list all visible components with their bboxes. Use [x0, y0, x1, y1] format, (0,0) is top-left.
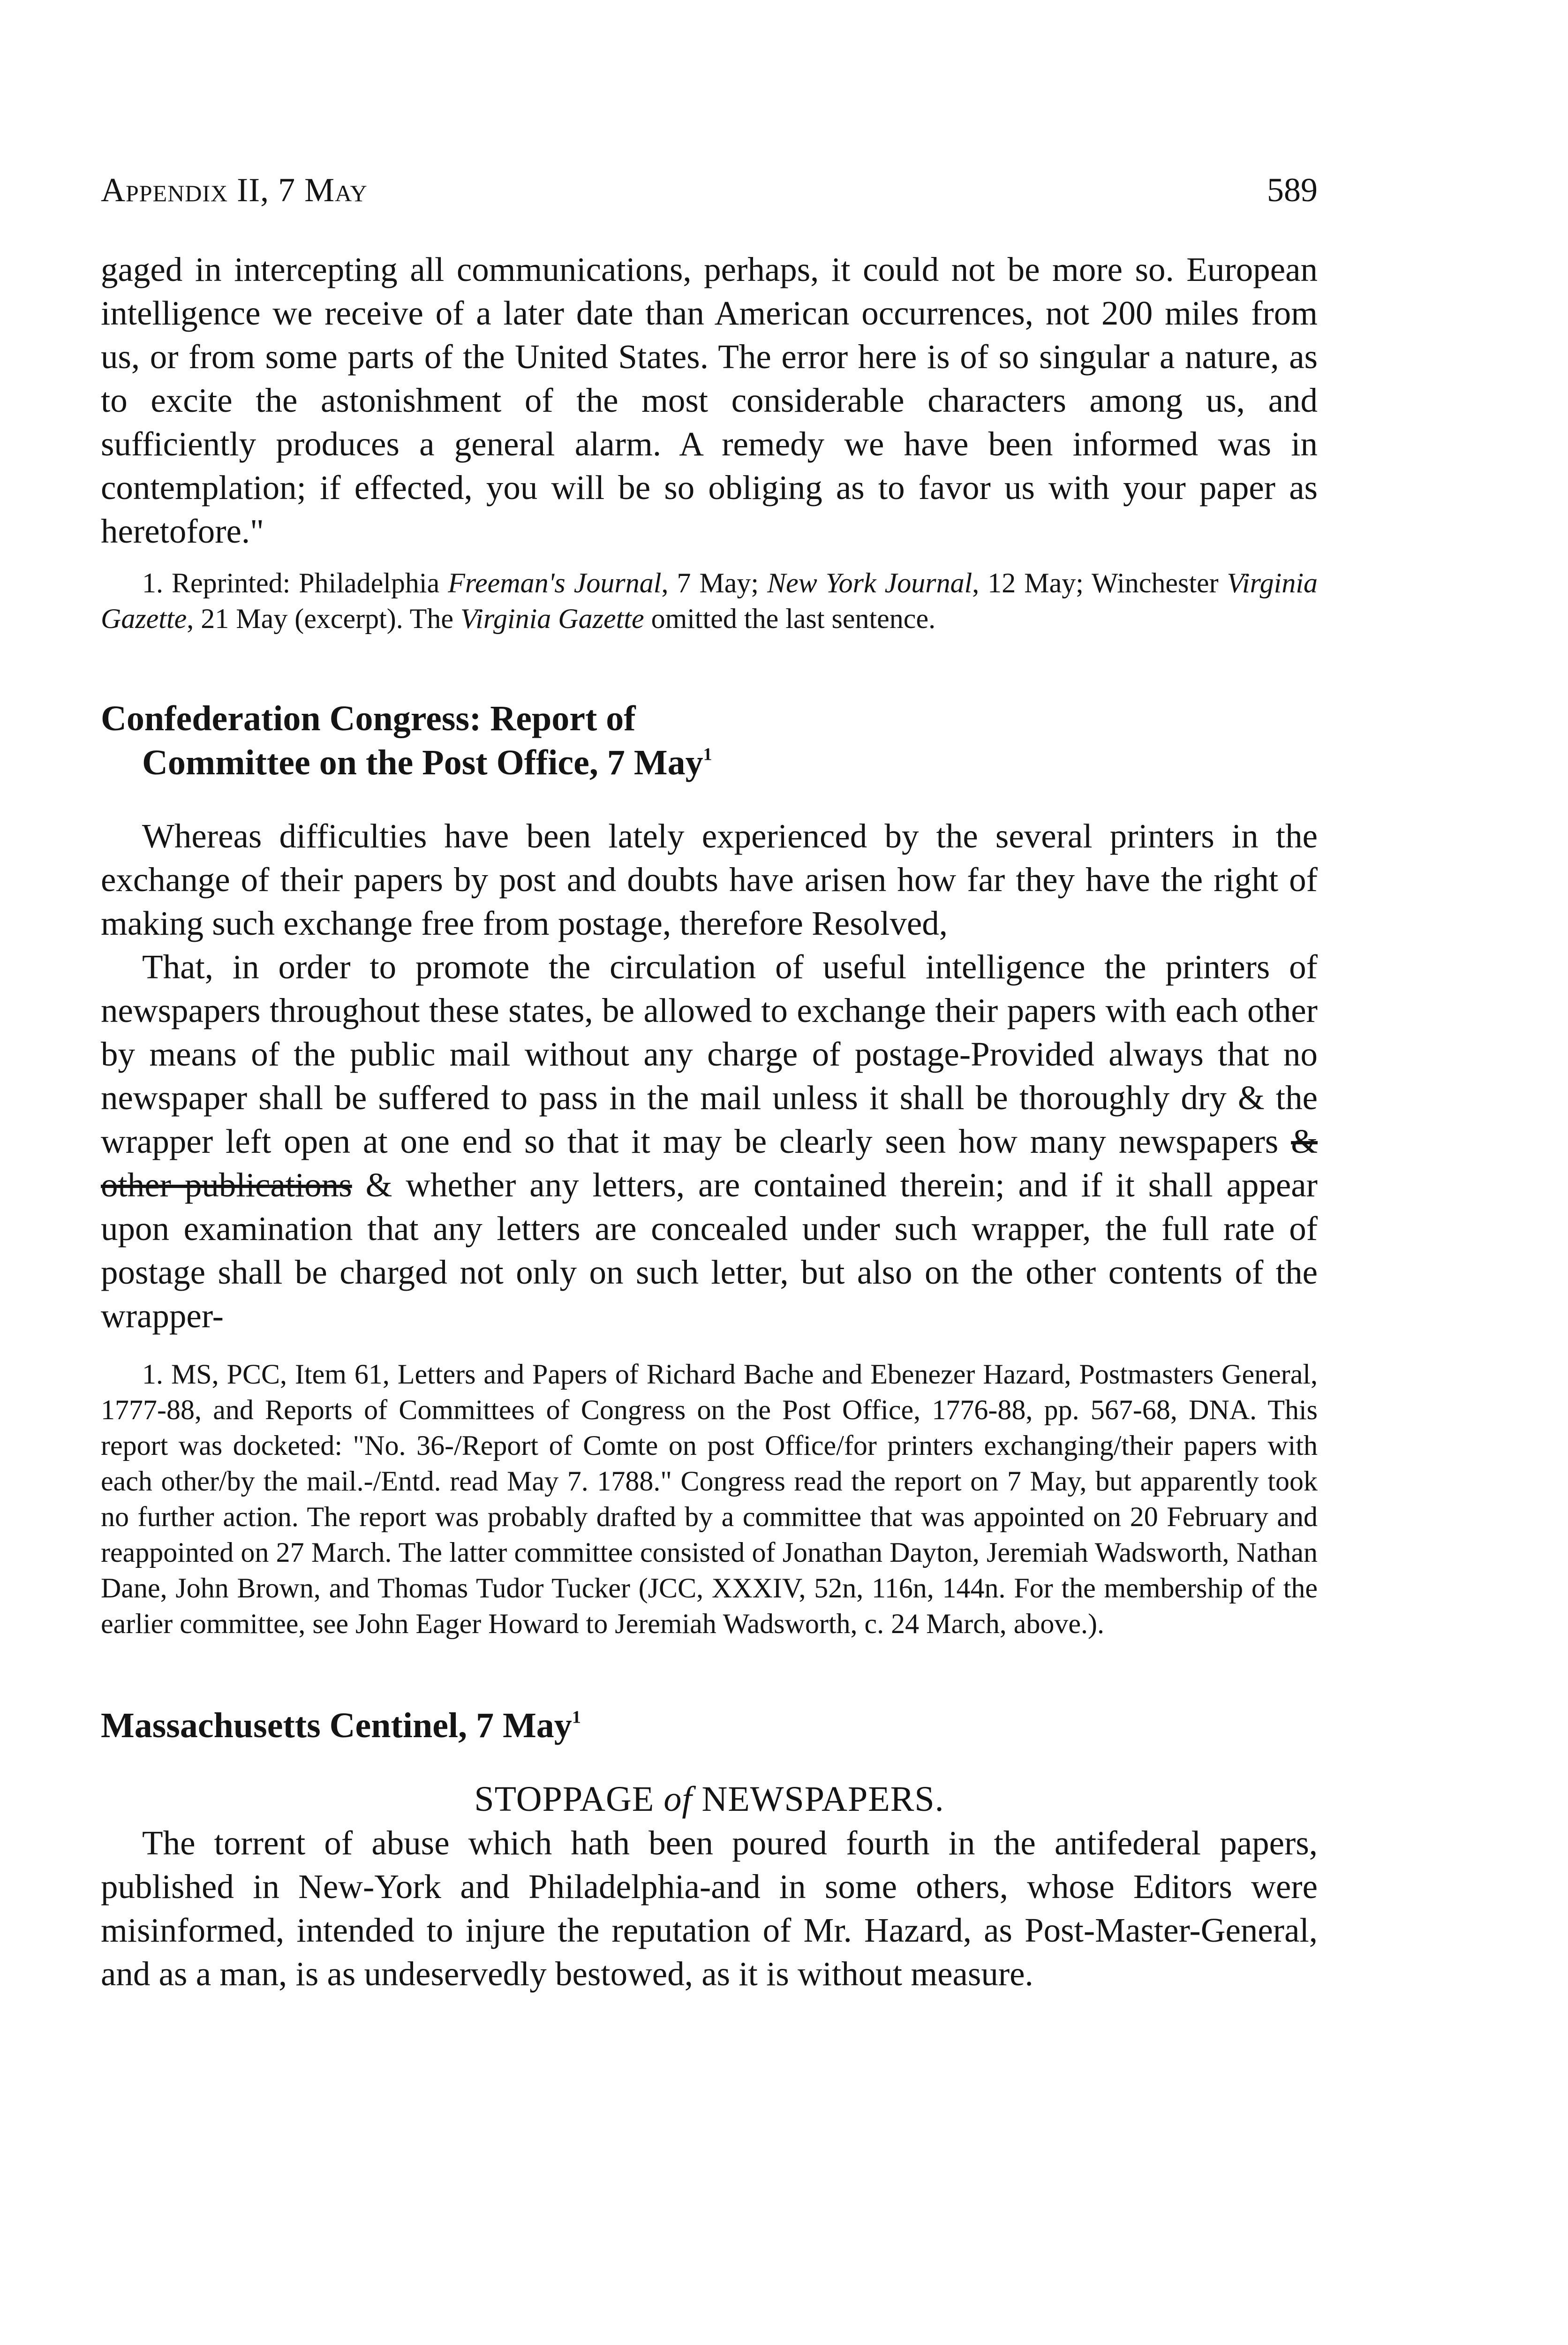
- heading-line-2-text: Committee on the Post Office, 7 May: [142, 743, 703, 782]
- article-paragraph: The torrent of abuse which hath been poured fourth in the antifederal papers, published in New-York and Philadelphia-and in some others, whose Editors were misinformed, intended to injure the reputation of Mr. Hazard, as Post-Master-General, and as a man, is as undeservedly bestowed, as it is without measure.: [101, 1824, 1318, 1993]
- heading-line: [101, 1703, 1318, 1747]
- document-page: [101, 169, 1318, 1996]
- heading-text: Massachusetts Centinel, 7 May: [101, 1706, 572, 1746]
- publication-title: New York Journal: [767, 567, 972, 598]
- article-title-of: of: [663, 1779, 693, 1819]
- footnote-text: 1. Reprinted: Philadelphia: [142, 567, 448, 598]
- heading-line-2: [101, 741, 1318, 785]
- footnote-marker: 1: [572, 1707, 581, 1727]
- report-paragraph-whereas: Whereas difficulties have been lately experienced by the several printers in the exchange of their papers by post and doubts have arisen how far they have the right of making such exchange free from postage, therefore Resolved,: [101, 817, 1318, 943]
- publication-title: Virginia Gazette: [101, 567, 1318, 634]
- footnote-text: , 12 May; Winchester: [972, 567, 1227, 598]
- article-title-part: NEWSPAPERS.: [692, 1779, 944, 1819]
- continuation-paragraph: gaged in intercepting all communications, perhaps, it could not be more so. European intelligence we receive of a later date than American occurrences, not 200 miles from us, or from some parts of the United States. The error here is of so singular a nature, as to excite the astonishment of the most considerable characters among us, and sufficiently produces a general alarm. A remedy we have been informed was in contemplation; if effected, you will be so obliging as to favor us with your paper as heretofore.": [101, 250, 1318, 550]
- article-title-part: STOPPAGE: [474, 1779, 664, 1819]
- footnote-text: , 7 May;: [661, 567, 768, 598]
- page-number: 589: [1267, 171, 1318, 209]
- running-head-title: Appendix II, 7 May: [101, 171, 368, 209]
- section-heading-centinel: [101, 1703, 1318, 1747]
- section-heading-congress-report: [101, 696, 1318, 785]
- footnote-reprinted: [101, 565, 1318, 636]
- footnote-text: omitted the last sentence.: [644, 603, 936, 634]
- article-title: [101, 1777, 1318, 1821]
- footnote-manuscript-source: 1. MS, PCC, Item 61, Letters and Papers of Richard Bache and Ebenezer Hazard, Postmasters General, 1777-88, and Reports of Committees of Congress on the Post Office, 1776-88, pp. 567-68, DNA. This report was docketed: "No. 36-/Report of Comte on post Office/for printers exchanging/their papers with each other/by the mail.-/Entd. read May 7. 1788." Congress read the report on 7 May, but apparently took no further action. The report was probably drafted by a committee that was appointed on 20 February and reappointed on 27 March. The latter committee consisted of Jonathan Dayton, Jeremiah Wadsworth, Nathan Dane, John Brown, and Thomas Tudor Tucker (JCC, XXXIV, 52n, 116n, 144n. For the membership of the earlier committee, see John Eager Howard to Jeremiah Wadsworth, c. 24 March, above.).: [101, 1359, 1318, 1640]
- footnote-marker: 1: [703, 744, 712, 764]
- heading-line-1: Confederation Congress: Report of: [101, 699, 636, 738]
- publication-title: Freeman's Journal: [448, 567, 662, 598]
- struck-text: & other publications: [101, 1122, 1318, 1204]
- running-head: [101, 169, 1318, 211]
- publication-title: Virginia Gazette: [460, 603, 644, 634]
- resolution-text: That, in order to promote the circulation of useful intelligence the printers of newspapers throughout these states, be allowed to exchange their papers with each other by means of the public mail without any charge of postage-Provided always that no newspaper shall be suffered to pass in the mail unless it shall be thoroughly dry & the wrapper left open at one end so that it may be clearly seen how many newspapers: [101, 948, 1318, 1161]
- resolution-text: & whether any letters, are contained therein; and if it shall appear upon examination that any letters are concealed under such wrapper, the full rate of postage shall be charged not only on such letter, but also on the other contents of the wrapper-: [101, 1166, 1318, 1335]
- footnote-text: , 21 May (excerpt). The: [187, 603, 460, 634]
- report-paragraph-resolution: [101, 945, 1318, 1338]
